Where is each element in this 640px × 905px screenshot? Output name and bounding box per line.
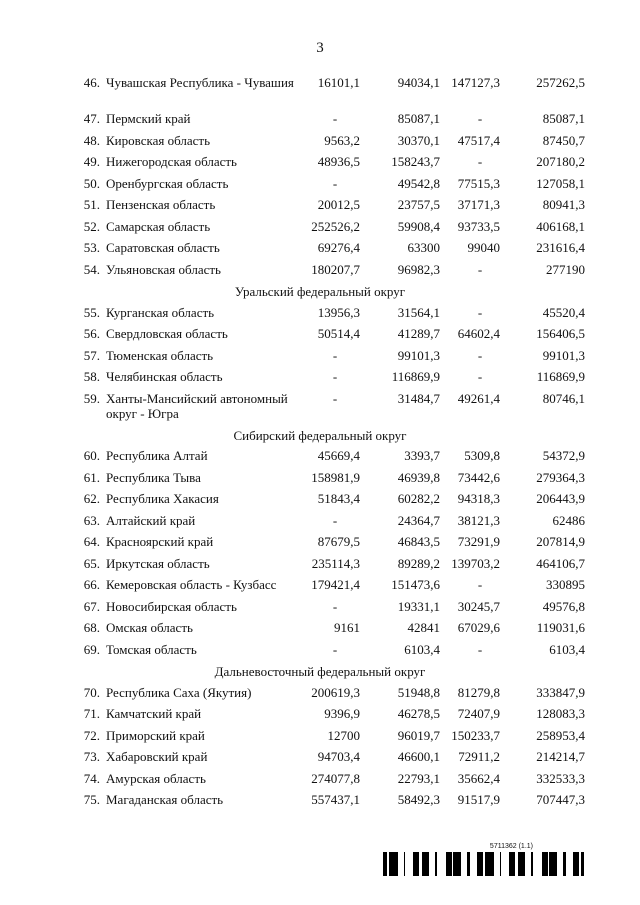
value-cell: 150233,7 — [451, 727, 500, 743]
table-row — [0, 446, 640, 468]
value-cell: 23757,5 — [397, 197, 440, 212]
table-row — [0, 389, 640, 425]
subsidy-table — [0, 73, 640, 812]
region-name: Омская область — [106, 620, 193, 635]
table-row — [0, 726, 640, 748]
value-cell: 9161 — [334, 620, 360, 635]
barcode-label: 5711362 (1.1) — [489, 843, 533, 850]
value-cell: - — [477, 641, 483, 657]
value-cell: 60282,2 — [397, 491, 440, 506]
row-number: 70. — [83, 684, 100, 700]
value-cell: - — [332, 175, 338, 191]
region-name: Новосибирская область — [106, 598, 237, 614]
value-cell: 158243,7 — [391, 154, 440, 169]
row-number: 47. — [83, 111, 100, 126]
row-number: 68. — [83, 620, 100, 635]
value-cell: 332533,3 — [536, 770, 585, 786]
value-cell: 67029,6 — [457, 620, 500, 635]
value-cell: 128083,3 — [536, 706, 585, 721]
region-name: Ульяновская область — [106, 261, 221, 277]
value-cell: 54372,9 — [542, 448, 585, 463]
region-name: Республика Тыва — [106, 469, 201, 485]
value-cell: 31564,1 — [397, 304, 440, 320]
table-row — [0, 704, 640, 726]
value-cell: 81279,8 — [457, 684, 500, 700]
value-cell: 99101,3 — [542, 347, 585, 363]
value-cell: 252526,2 — [311, 218, 360, 234]
value-cell: 139703,2 — [451, 555, 500, 571]
value-cell: 58492,3 — [397, 792, 440, 807]
value-cell: - — [477, 111, 483, 126]
region-name: Челябинская область — [106, 369, 223, 384]
value-cell: 279364,3 — [536, 469, 585, 485]
value-cell: 707447,3 — [536, 792, 585, 807]
value-cell: 235114,3 — [311, 555, 360, 571]
row-number: 59. — [83, 390, 100, 406]
value-cell: 51843,4 — [317, 491, 360, 506]
value-cell: - — [477, 577, 483, 592]
value-cell: 12700 — [327, 727, 360, 743]
value-cell: 30370,1 — [397, 132, 440, 148]
region-name: Самарская область — [106, 218, 211, 234]
value-cell: 9563,2 — [324, 132, 360, 148]
value-cell: 22793,1 — [397, 770, 440, 786]
row-number: 46. — [83, 75, 100, 90]
region-name: Магаданская область — [106, 792, 224, 807]
value-cell: 72911,2 — [458, 749, 500, 764]
table-row — [0, 511, 640, 533]
value-cell: 46843,5 — [397, 534, 440, 549]
value-cell: 45520,4 — [542, 304, 585, 320]
table-row — [0, 554, 640, 576]
row-number: 61. — [83, 469, 100, 485]
value-cell: 127058,1 — [536, 175, 585, 191]
value-cell: - — [477, 304, 483, 320]
row-number: 71. — [83, 706, 100, 721]
table-row — [0, 532, 640, 554]
value-cell: 46278,5 — [397, 706, 440, 721]
table-row — [0, 790, 640, 812]
document-footer — [383, 843, 585, 876]
row-number: 56. — [83, 326, 100, 341]
value-cell: 35662,4 — [457, 770, 500, 786]
value-cell: 231616,4 — [536, 240, 585, 255]
section-header: Дальневосточный федеральный округ — [214, 664, 426, 679]
value-cell: 180207,7 — [311, 261, 360, 277]
section-header: Сибирский федеральный округ — [233, 427, 407, 443]
value-cell: 37171,3 — [457, 197, 500, 212]
table-row — [0, 195, 640, 217]
value-cell: 69276,4 — [317, 240, 360, 255]
value-cell: 89289,2 — [397, 555, 440, 571]
value-cell: 333847,9 — [536, 684, 585, 700]
value-cell: - — [332, 512, 338, 528]
row-number: 62. — [83, 491, 100, 506]
region-name: Пензенская область — [106, 197, 216, 212]
region-name: Пермский край — [106, 111, 191, 126]
value-cell: - — [332, 641, 338, 657]
value-cell: 9396,9 — [324, 706, 360, 721]
value-cell: 48936,5 — [317, 154, 360, 169]
value-cell: 6103,4 — [404, 641, 440, 657]
value-cell: 158981,9 — [311, 469, 360, 485]
value-cell: 207180,2 — [536, 154, 585, 169]
row-number: 48. — [83, 132, 100, 148]
row-number: 60. — [83, 448, 100, 463]
value-cell: 156406,5 — [536, 326, 585, 341]
row-number: 72. — [83, 727, 100, 743]
value-cell: 77515,3 — [457, 175, 500, 191]
value-cell: 51948,8 — [397, 684, 440, 700]
region-name: Свердловская область — [106, 326, 228, 341]
value-cell: - — [477, 347, 483, 363]
value-cell: 45669,4 — [317, 448, 360, 463]
region-name: Кемеровская область - Кузбасс — [106, 577, 277, 592]
table-row — [0, 683, 640, 705]
page-number: 3 — [316, 40, 324, 56]
region-name: Хабаровский край — [106, 749, 208, 764]
value-cell: 62486 — [552, 512, 585, 528]
region-name: Приморский край — [106, 727, 205, 743]
row-number: 73. — [83, 749, 100, 764]
table-row — [0, 238, 640, 260]
region-name: Красноярский край — [106, 534, 214, 549]
row-number: 49. — [83, 154, 100, 169]
table-row — [0, 152, 640, 174]
value-cell: 30245,7 — [457, 598, 500, 614]
row-number: 65. — [83, 555, 100, 571]
region-name: Камчатский край — [106, 706, 202, 721]
value-cell: 46939,8 — [397, 469, 440, 485]
value-cell: 93733,5 — [457, 218, 500, 234]
value-cell: 73291,9 — [457, 534, 500, 549]
value-cell: 64602,4 — [457, 326, 500, 341]
value-cell: 49542,8 — [397, 175, 440, 191]
value-cell: 557437,1 — [311, 792, 360, 807]
row-number: 74. — [83, 770, 100, 786]
value-cell: 87450,7 — [542, 132, 585, 148]
table-row — [0, 217, 640, 239]
table-row — [0, 109, 640, 131]
value-cell: 73442,6 — [457, 469, 500, 485]
table-row — [0, 131, 640, 153]
table-row — [0, 73, 640, 109]
row-number: 53. — [83, 240, 100, 255]
table-row — [0, 324, 640, 346]
value-cell: 42841 — [407, 620, 440, 635]
value-cell: 207814,9 — [536, 534, 585, 549]
region-name: Тюменская область — [106, 347, 214, 363]
row-number: 57. — [83, 347, 100, 363]
row-number: 75. — [83, 792, 100, 807]
region-name: Чувашская Республика - Чувашия — [106, 75, 294, 90]
barcode-image — [383, 852, 585, 876]
value-cell: 206443,9 — [536, 491, 585, 506]
value-cell: 151473,6 — [391, 577, 440, 592]
value-cell: - — [477, 369, 483, 384]
value-cell: 3393,7 — [404, 448, 440, 463]
value-cell: 258953,4 — [536, 727, 585, 743]
row-number: 67. — [83, 598, 100, 614]
value-cell: 59908,4 — [397, 218, 440, 234]
region-name: Ханты-Мансийский автономный округ - Югра — [106, 390, 288, 421]
value-cell: 31484,7 — [397, 390, 440, 406]
value-cell: 330895 — [546, 577, 585, 592]
region-name: Амурская область — [106, 770, 206, 786]
value-cell: 50514,4 — [317, 326, 360, 341]
value-cell: 96019,7 — [397, 727, 440, 743]
region-name: Республика Хакасия — [106, 491, 219, 506]
value-cell: 116869,9 — [391, 369, 440, 384]
value-cell: 85087,1 — [542, 111, 585, 126]
region-name: Республика Саха (Якутия) — [106, 684, 252, 700]
value-cell: 214214,7 — [536, 749, 585, 764]
region-name: Республика Алтай — [106, 448, 208, 463]
row-number: 63. — [83, 512, 100, 528]
value-cell: 87679,5 — [317, 534, 360, 549]
table-row — [0, 618, 640, 640]
row-number: 69. — [83, 641, 100, 657]
region-name: Кировская область — [106, 132, 211, 148]
value-cell: 274077,8 — [311, 770, 360, 786]
region-name: Курганская область — [106, 304, 215, 320]
value-cell: 200619,3 — [311, 684, 360, 700]
table-row — [0, 260, 640, 282]
value-cell: 13956,3 — [317, 304, 360, 320]
value-cell: 406168,1 — [536, 218, 585, 234]
row-number: 55. — [83, 304, 100, 320]
row-number: 51. — [83, 197, 100, 212]
table-row — [0, 769, 640, 791]
row-number: 66. — [83, 577, 100, 592]
value-cell: 41289,7 — [397, 326, 440, 341]
table-row — [0, 346, 640, 368]
table-row — [0, 174, 640, 196]
value-cell: 49261,4 — [457, 390, 500, 406]
table-row — [0, 489, 640, 511]
region-name: Томская область — [106, 641, 197, 657]
table-row — [0, 303, 640, 325]
value-cell: 257262,5 — [536, 75, 585, 90]
value-cell: - — [332, 111, 338, 126]
value-cell: - — [332, 347, 338, 363]
value-cell: - — [332, 598, 338, 614]
value-cell: 94034,1 — [397, 75, 440, 90]
region-name: Оренбургская область — [106, 175, 229, 191]
value-cell: 85087,1 — [397, 111, 440, 126]
region-name: Иркутская область — [106, 555, 210, 571]
value-cell: 80941,3 — [542, 197, 585, 212]
value-cell: 80746,1 — [542, 390, 585, 406]
region-name: Саратовская область — [106, 240, 220, 255]
value-cell: 91517,9 — [457, 792, 500, 807]
table-row — [0, 575, 640, 597]
value-cell: 96982,3 — [397, 261, 440, 277]
section-header: Уральский федеральный округ — [234, 284, 406, 299]
value-cell: 277190 — [546, 261, 585, 277]
table-row — [0, 468, 640, 490]
row-number: 50. — [83, 175, 100, 191]
value-cell: 6103,4 — [549, 641, 585, 657]
value-cell: 46600,1 — [397, 749, 440, 764]
table-row — [0, 747, 640, 769]
value-cell: 99040 — [467, 240, 500, 255]
value-cell: - — [332, 390, 338, 406]
value-cell: - — [477, 261, 483, 277]
region-name: Алтайский край — [106, 512, 196, 528]
value-cell: 47517,4 — [457, 132, 500, 148]
value-cell: 147127,3 — [451, 75, 500, 90]
table-row — [0, 640, 640, 662]
value-cell: 99101,3 — [397, 347, 440, 363]
region-name: Нижегородская область — [106, 154, 237, 169]
value-cell: 94703,4 — [317, 749, 360, 764]
value-cell: 94318,3 — [457, 491, 500, 506]
value-cell: 38121,3 — [457, 512, 500, 528]
value-cell: 16101,1 — [317, 75, 360, 90]
value-cell: 119031,6 — [536, 620, 585, 635]
value-cell: 179421,4 — [311, 577, 360, 592]
value-cell: 63300 — [407, 240, 440, 255]
table-row — [0, 597, 640, 619]
value-cell: 5309,8 — [464, 448, 500, 463]
value-cell: - — [332, 369, 338, 384]
value-cell: 49576,8 — [542, 598, 585, 614]
value-cell: 72407,9 — [457, 706, 500, 721]
value-cell: 19331,1 — [397, 598, 440, 614]
value-cell: 116869,9 — [536, 369, 585, 384]
value-cell: 24364,7 — [397, 512, 440, 528]
table-row — [0, 367, 640, 389]
row-number: 52. — [83, 218, 100, 234]
row-number: 58. — [83, 369, 100, 384]
row-number: 54. — [83, 261, 100, 277]
value-cell: - — [477, 154, 483, 169]
value-cell: 20012,5 — [317, 197, 360, 212]
value-cell: 464106,7 — [536, 555, 585, 571]
row-number: 64. — [83, 534, 100, 549]
